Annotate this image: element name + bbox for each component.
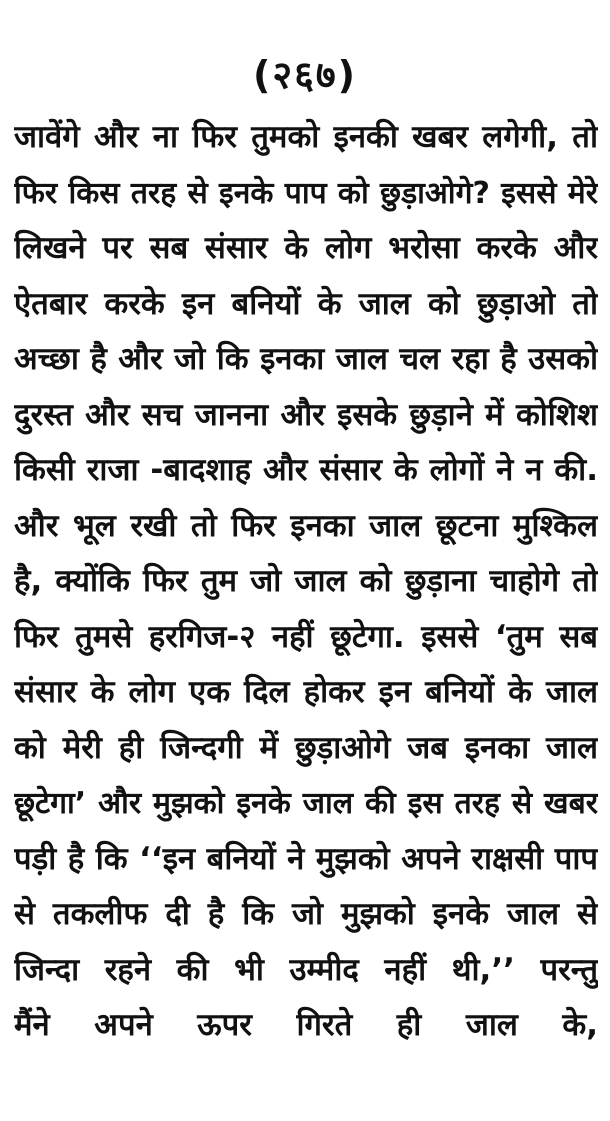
text-line: फिर किस तरह से इनके पाप को छुड़ाओगे? इससे मेरे [14,175,598,211]
page-number: (२६७) [252,53,357,97]
text-line: लिखने पर सब संसार के लोग भरोसा करके और [14,230,598,266]
text-line: अच्छा है और जो कि इनका जाल चल रहा है उसको [14,341,598,377]
text-line: किसी राजा -बादशाह और संसार के लोगों ने न की. [14,452,598,488]
text-line: छूटेगा’ और मुझको इनके जाल की इस तरह से खबर [14,786,598,821]
text-line: और भूल रखी तो फिर इनका जाल छूटना मुश्किल [14,507,598,544]
text-line: दुरस्त और सच जानना और इसके छुड़ाने में कोशिश [14,396,598,433]
text-line-last: मैंने अपने ऊपर गिरते ही जाल के, [14,1007,598,1043]
text-line: जिन्दा रहने की भी उम्मीद नहीं थी,’’ परन्तु [14,951,598,988]
text-line: है, क्योंकि फिर तुम जो जाल को छुड़ाना चाहोगे तो [14,563,598,599]
text-line: ऐतबार करके इन बनियों के जाल को छुड़ाओ तो [14,285,598,322]
text-line: को मेरी ही जिन्दगी में छुड़ाओगे जब इनका जाल [14,729,598,766]
text-line: से तकलीफ दी है कि जो मुझको इनके जाल से [14,896,598,932]
body-text [14,110,598,1054]
text-line: संसार के लोग एक दिल होकर इन बनियों के जाल [14,674,598,710]
text-line: जावेंगे और ना फिर तुमको इनकी खबर लगेगी, तो [14,119,598,155]
text-line: पड़ी है कि ‘‘इन बनियों ने मुझको अपने राक्षसी पाप [14,840,598,877]
text-line: फिर तुमसे हरगिज-२ नहीं छूटेगा. इससे ‘तुम सब [14,618,598,655]
